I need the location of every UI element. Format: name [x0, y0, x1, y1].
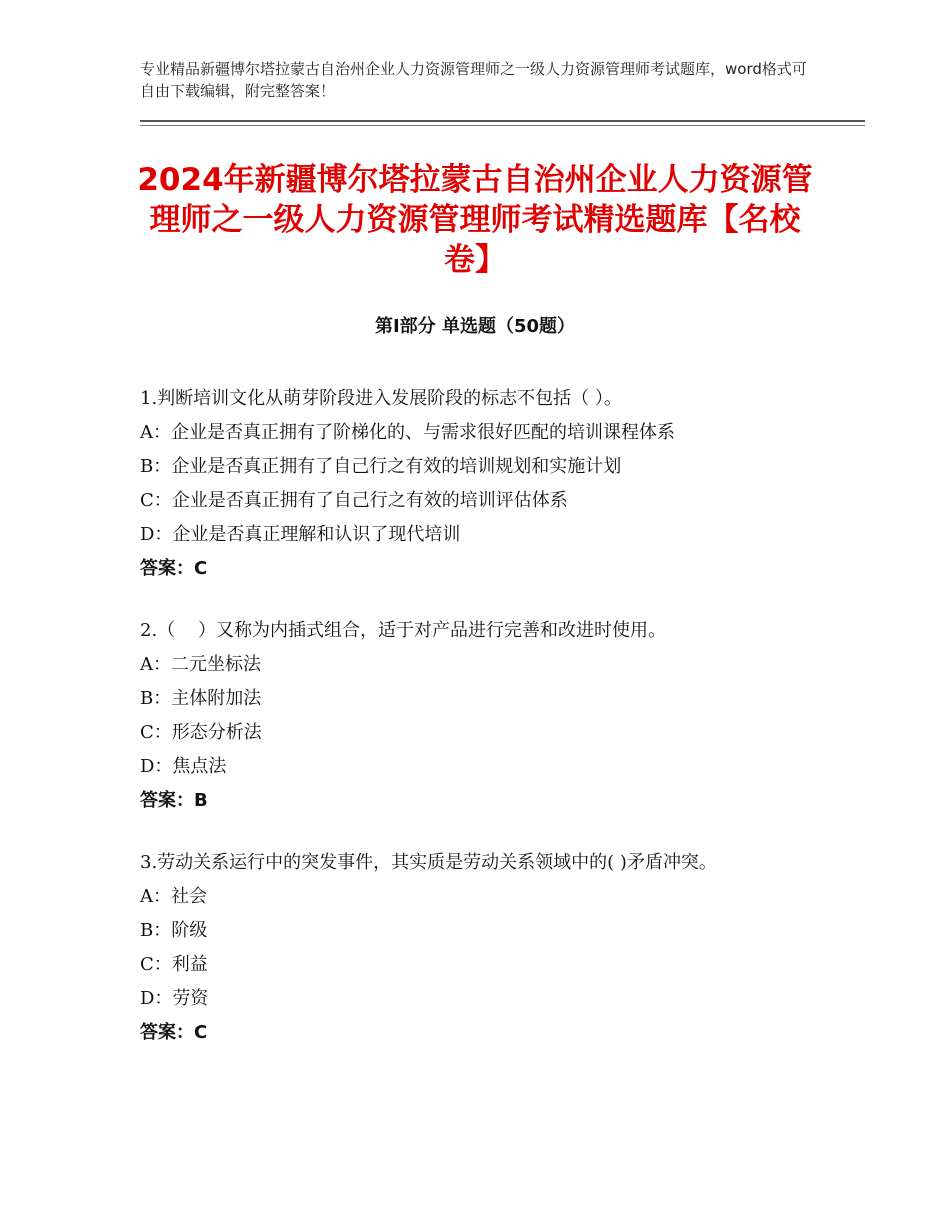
option-b: B：阶级	[140, 920, 208, 941]
question-stem: 3.劳动关系运行中的突发事件，其实质是劳动关系领域中的( )矛盾冲突。	[140, 852, 717, 873]
document-title: 2024年新疆博尔塔拉蒙古自治州企业人力资源管理师之一级人力资源管理师考试精选题库【名校卷】	[137, 162, 813, 278]
header-note: 专业精品新疆博尔塔拉蒙古自治州企业人力资源管理师之一级人力资源管理师考试题库，word格式可自由下载编辑，附完整答案！	[140, 60, 807, 100]
option-a: A：二元坐标法	[140, 654, 261, 675]
option-b: B：主体附加法	[140, 688, 262, 709]
option-a: A：社会	[140, 886, 207, 907]
question-1	[140, 382, 810, 586]
header-divider-thin	[140, 125, 865, 126]
option-d: D：劳资	[140, 988, 209, 1009]
option-c: C：利益	[140, 954, 208, 975]
option-c: C：形态分析法	[140, 722, 262, 743]
option-b: B：企业是否真正拥有了自己行之有效的培训规划和实施计划	[140, 456, 622, 477]
option-d: D：企业是否真正理解和认识了现代培训	[140, 524, 461, 545]
question-stem: 1.判断培训文化从萌芽阶段进入发展阶段的标志不包括（ ）。	[140, 388, 622, 409]
question-stem: 2.（ ）又称为内插式组合，适于对产品进行完善和改进时使用。	[140, 620, 667, 641]
section-heading: 第Ⅰ部分 单选题（50题）	[374, 316, 575, 337]
question-3	[140, 846, 810, 1050]
header-divider-thick	[140, 120, 865, 122]
question-list	[140, 382, 810, 1078]
answer: 答案：C	[140, 1022, 208, 1043]
option-c: C：企业是否真正拥有了自己行之有效的培训评估体系	[140, 490, 568, 511]
option-a: A：企业是否真正拥有了阶梯化的、与需求很好匹配的培训课程体系	[140, 422, 675, 443]
option-d: D：焦点法	[140, 756, 227, 777]
answer: 答案：C	[140, 558, 208, 579]
question-2	[140, 614, 810, 818]
answer: 答案：B	[140, 790, 208, 811]
